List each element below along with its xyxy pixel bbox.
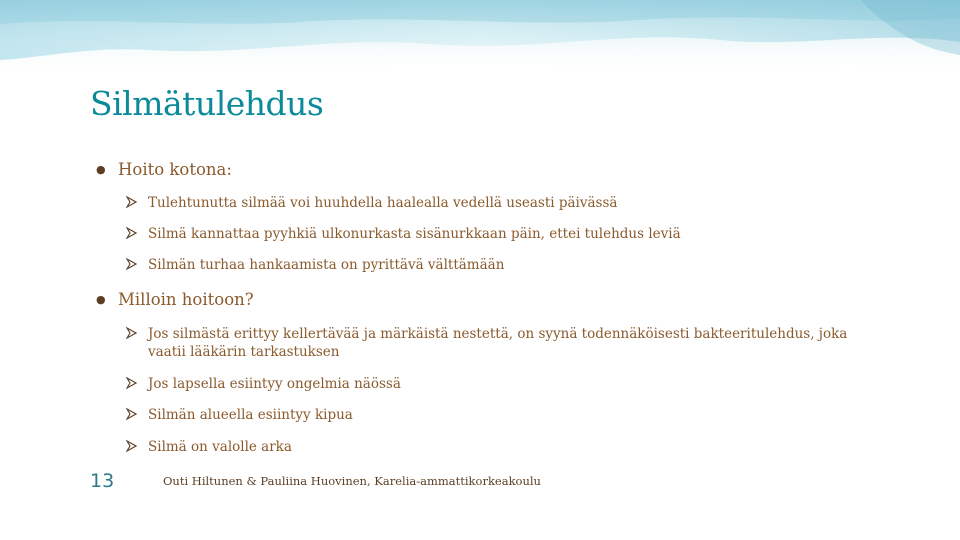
page-number: 13 [90, 470, 115, 492]
arrow-bullet-icon [126, 438, 148, 456]
subitem-text: Jos silmästä erittyy kellertävää ja märkäistä nestettä, on syynä todennäköisesti bakteeritulehdus, joka vaatii lääkärin tarkastuksen [148, 326, 848, 360]
arrow-bullet-icon [126, 256, 148, 274]
bullet-label: Milloin hoitoon? [118, 290, 254, 309]
bullet-hoito-kotona [96, 160, 232, 179]
arrow-bullet-icon [126, 375, 148, 393]
subitem-text: Silmän alueella esiintyy kipua [148, 407, 353, 423]
subitem [126, 438, 886, 456]
subitem [126, 225, 886, 243]
subitem [126, 375, 886, 393]
arrow-bullet-icon [126, 406, 148, 424]
subitem-text: Silmä kannattaa pyyhkiä ulkonurkasta sisänurkkaan päin, ettei tulehdus leviä [148, 226, 681, 242]
arrow-bullet-icon [126, 325, 148, 343]
subitem [126, 325, 886, 361]
subitem [126, 256, 886, 274]
bullet-dot-icon: ● [96, 293, 106, 306]
subitem-text: Jos lapsella esiintyy ongelmia näössä [148, 376, 401, 392]
bullet-label: Hoito kotona: [118, 160, 232, 179]
bullet-dot-icon: ● [96, 163, 106, 176]
bullet-milloin-hoitoon [96, 290, 254, 309]
arrow-bullet-icon [126, 225, 148, 243]
subitem [126, 194, 886, 212]
footer-text: Outi Hiltunen & Pauliina Huovinen, Karelia-ammattikorkeakoulu [163, 474, 541, 488]
slide-title: Silmätulehdus [90, 84, 324, 123]
subitem-text: Silmän turhaa hankaamista on pyrittävä välttämään [148, 257, 505, 273]
subitem [126, 406, 886, 424]
subitem-text: Tulehtunutta silmää voi huuhdella haalealla vedellä useasti päivässä [148, 195, 618, 211]
subitem-text: Silmä on valolle arka [148, 439, 292, 455]
arrow-bullet-icon [126, 194, 148, 212]
